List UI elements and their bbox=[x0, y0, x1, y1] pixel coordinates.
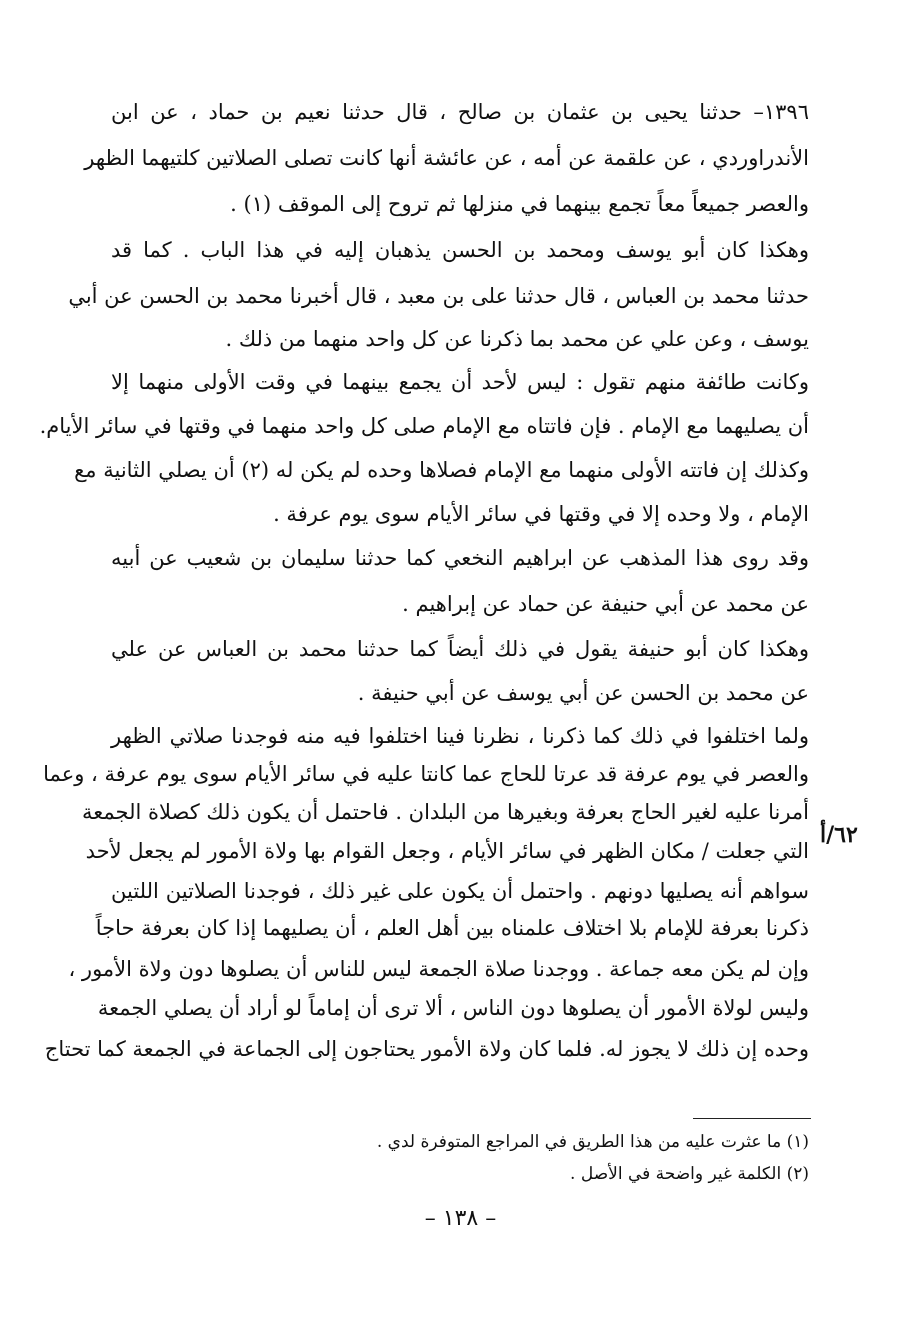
footnote-divider bbox=[693, 1118, 811, 1119]
footnote: (١) ما عثرت عليه من هذا الطريق في المراجع المتوفرة لدي . bbox=[376, 1132, 809, 1152]
text-line: وإن لم يكن معه جماعة . ووجدنا صلاة الجمعة ليس للناس أن يصلوها دون ولاة الأمور ، bbox=[68, 957, 809, 981]
text-line: ولما اختلفوا في ذلك كما ذكرنا ، نظرنا فينا اختلفوا فيه منه فوجدنا صلاتي الظهر bbox=[111, 724, 809, 748]
text-line: عن محمد عن أبي حنيفة عن حماد عن إبراهيم . bbox=[402, 592, 809, 616]
text-line: وكذلك إن فاتته الأولى منهما مع الإمام فصلاها وحده لم يكن له (٢) أن يصلي الثانية مع bbox=[74, 458, 809, 482]
text-line: عن محمد بن الحسن عن أبي يوسف عن أبي حنيفة . bbox=[357, 681, 809, 705]
text-line: وحده إن ذلك لا يجوز له. فلما كان ولاة الأمور يحتاجون إلى الجماعة في الجمعة كما تحتاج bbox=[44, 1037, 809, 1061]
text-line: الإمام ، ولا وحده إلا في وقتها في سائر الأيام سوى يوم عرفة . bbox=[273, 502, 809, 526]
text-line: ١٣٩٦– حدثنا يحيى بن عثمان بن صالح ، قال حدثنا نعيم بن حماد ، عن ابن bbox=[111, 100, 809, 124]
text-line: أمرنا عليه لغير الحاج بعرفة وبغيرها من البلدان . فاحتمل أن يكون ذلك كصلاة الجمعة bbox=[81, 800, 809, 824]
text-line: حدثنا محمد بن العباس ، قال حدثنا على بن معبد ، قال أخبرنا محمد بن الحسن عن أبي bbox=[68, 284, 809, 308]
text-line: والعصر في يوم عرفة قد عرتا للحاج عما كانتا عليه في سائر الأيام سوى يوم عرفة ، وعما bbox=[43, 762, 809, 786]
page-number: – ١٣٨ – bbox=[424, 1206, 497, 1231]
text-line: ذكرنا بعرفة للإمام بلا اختلاف علمناه بين أهل العلم ، أن يصليهما إذا كان بعرفة حاجاً bbox=[95, 916, 809, 940]
text-line: الأندراوردي ، عن علقمة عن أمه ، عن عائشة أنها كانت تصلى الصلاتين كلتيهما الظهر bbox=[84, 146, 809, 170]
text-line: أن يصليهما مع الإمام . فإن فاتتاه مع الإمام صلى كل واحد منهما في وقتها في سائر الأيام. bbox=[39, 414, 809, 438]
text-line: والعصر جميعاً معاً تجمع بينهما في منزلها ثم تروح إلى الموقف (١) . bbox=[230, 192, 809, 216]
text-line: وكانت طائفة منهم تقول : ليس لأحد أن يجمع بينهما في وقت الأولى منهما إلا bbox=[111, 370, 809, 394]
text-line: يوسف ، وعن علي عن محمد بما ذكرنا عن كل واحد منهما من ذلك . bbox=[225, 327, 809, 351]
text-line: وليس لولاة الأمور أن يصلوها دون الناس ، ألا ترى أن إماماً لو أراد أن يصلي الجمعة bbox=[97, 996, 809, 1020]
text-line: وهكذا كان أبو حنيفة يقول في ذلك أيضاً كما حدثنا محمد بن العباس عن علي bbox=[111, 637, 809, 661]
text-line: التي جعلت / مكان الظهر في سائر الأيام ، وجعل القوام بها ولاة الأمور لم يجعل لأحد bbox=[85, 839, 809, 863]
text-line: سواهم أنه يصليها دونهم . واحتمل أن يكون على غير ذلك ، فوجدنا الصلاتين اللتين bbox=[111, 879, 809, 903]
footnote: (٢) الكلمة غير واضحة في الأصل . bbox=[570, 1164, 809, 1184]
folio-margin-note: ٦٢/أ bbox=[820, 822, 858, 848]
text-line: وهكذا كان أبو يوسف ومحمد بن الحسن يذهبان إليه في هذا الباب . كما قد bbox=[111, 238, 809, 262]
text-line: وقد روى هذا المذهب عن ابراهيم النخعي كما حدثنا سليمان بن شعيب عن أبيه bbox=[111, 546, 809, 570]
